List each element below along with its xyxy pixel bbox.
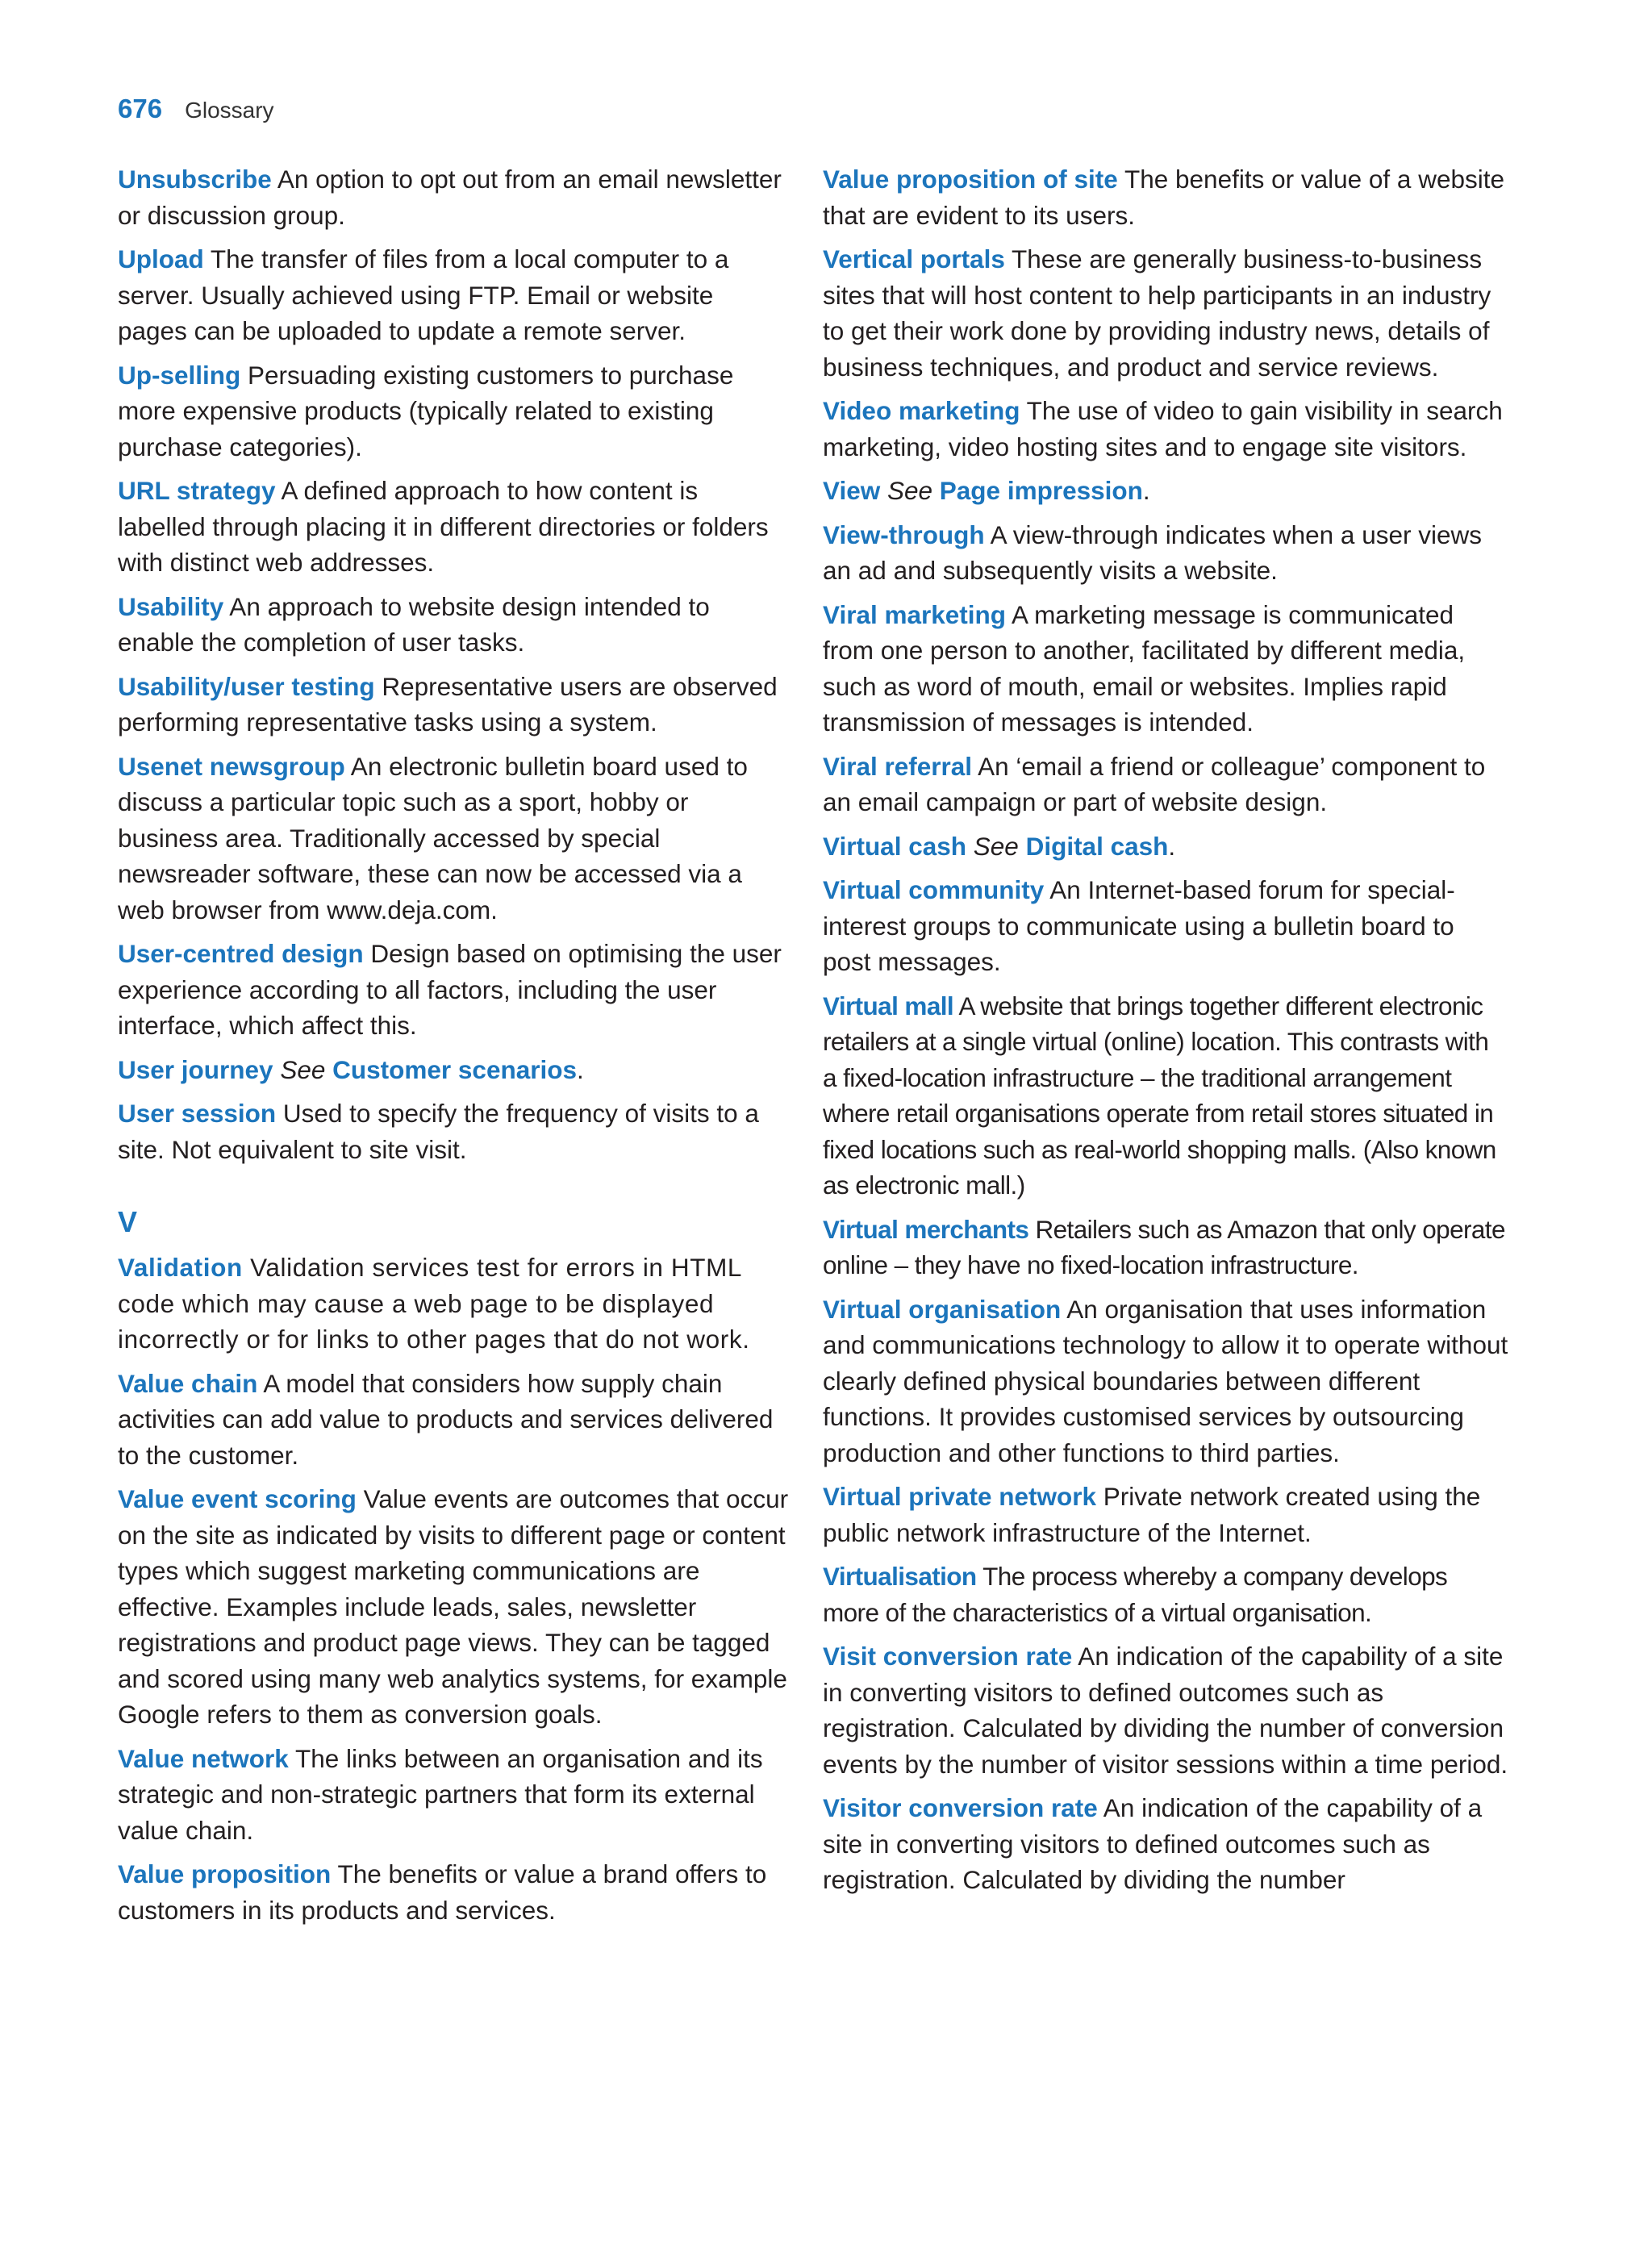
definition: The links between an organisation and its strategic and non-strategic partners that form its external value chain. xyxy=(118,1743,763,1845)
term: Upload xyxy=(118,244,204,273)
right-column xyxy=(823,161,1508,1906)
term: Viral marketing xyxy=(823,599,1007,629)
term: Video marketing xyxy=(823,396,1020,425)
definition: Used to specify the frequency of visits to a site. Not equivalent to site visit. xyxy=(118,1099,759,1164)
term: Value chain xyxy=(118,1368,258,1398)
definition: Private network created using the public network infrastructure of the Internet. xyxy=(823,1482,1481,1547)
term: Value proposition of site xyxy=(823,165,1118,194)
glossary-entry xyxy=(118,473,789,581)
definition: An indication of the capability of a site in converting visitors to defined outcomes such as registration. Calculated by dividing the number xyxy=(823,1793,1483,1894)
definition: An organisation that uses information and communications technology to allow it to operate without clearly defined physical boundaries between different functions. It provides customised services by outsourcing production and other functions to third parties. xyxy=(823,1294,1508,1467)
cross-reference: Customer scenarios xyxy=(332,1054,578,1084)
period: . xyxy=(1142,476,1150,505)
glossary-entry xyxy=(823,597,1508,741)
term: Virtual cash xyxy=(823,831,967,861)
glossary-entry xyxy=(823,517,1508,589)
glossary-entry xyxy=(118,1856,789,1928)
term: Virtual mall xyxy=(823,991,954,1020)
term: Virtualisation xyxy=(823,1562,977,1591)
term: Viral referral xyxy=(823,751,973,781)
definition: Design based on optimising the user experience according to all factors, including the user interface, which affect this. xyxy=(118,939,782,1040)
glossary-entry xyxy=(823,241,1508,385)
definition: Representative users are observed performing representative tasks using a system. xyxy=(118,671,778,737)
glossary-entry xyxy=(823,828,1508,865)
glossary-entry xyxy=(823,161,1508,233)
glossary-entry xyxy=(823,473,1508,509)
definition: The benefits or value of a website that are evident to its users. xyxy=(823,165,1505,230)
glossary-entry xyxy=(118,669,789,741)
definition: A model that considers how supply chain activities can add value to products and services delivered to the customer. xyxy=(118,1368,774,1470)
glossary-entry xyxy=(823,1638,1508,1782)
term: Usability/user testing xyxy=(118,671,375,701)
term: Virtual organisation xyxy=(823,1294,1062,1324)
term: Virtual private network xyxy=(823,1482,1097,1511)
glossary-entry xyxy=(118,1250,789,1358)
left-column xyxy=(118,161,789,1936)
term: Visitor conversion rate xyxy=(823,1793,1098,1822)
glossary-entry xyxy=(823,1790,1508,1898)
term: URL strategy xyxy=(118,476,276,505)
glossary-entry xyxy=(823,1292,1508,1471)
definition: An Internet-based forum for special-interest groups to communicate using a bulletin board to post messages. xyxy=(823,875,1455,976)
section-title: Glossary xyxy=(185,98,274,123)
definition: A view-through indicates when a user views an ad and subsequently visits a website. xyxy=(823,520,1482,585)
glossary-entry xyxy=(118,1741,789,1849)
glossary-entry xyxy=(118,589,789,661)
glossary-entry xyxy=(823,749,1508,820)
glossary-entry xyxy=(118,241,789,349)
term: Virtual community xyxy=(823,875,1045,904)
term: View xyxy=(823,476,881,505)
glossary-entry xyxy=(118,161,789,233)
definition: A website that brings together different electronic retailers at a single virtual (online) location. This contrasts with a fixed-location infrastructure – the traditional arrangement where retail organisations operate from retail stores situated in fixed locations such as real-world shopping malls. (Also known as electronic mall.) xyxy=(823,991,1496,1200)
term: Value network xyxy=(118,1743,289,1773)
glossary-entry xyxy=(118,357,789,465)
definition: An approach to website design intended to enable the completion of user tasks. xyxy=(118,591,710,657)
term: Vertical portals xyxy=(823,244,1005,273)
term: Visit conversion rate xyxy=(823,1642,1073,1671)
definition: The benefits or value a brand offers to customers in its products and services. xyxy=(118,1859,767,1925)
glossary-entry xyxy=(823,1212,1508,1283)
definition: Persuading existing customers to purchase more expensive products (typically related to existing purchase categories). xyxy=(118,360,734,461)
definition: A marketing message is communicated from one person to another, facilitated by different media, such as word of mouth, email or websites. Implies rapid transmission of messages is intended. xyxy=(823,599,1466,737)
glossary-entry xyxy=(118,1481,789,1733)
definition: Validation services test for errors in HTML code which may cause a web page to be displayed incorrectly or for links to other pages that do not work. xyxy=(118,1253,750,1354)
glossary-entry xyxy=(823,872,1508,980)
glossary-entry xyxy=(118,749,789,928)
definition: An indication of the capability of a site in converting visitors to defined outcomes such as registration. Calculated by dividing the number of conversion events by the number of visitor sessions within a time period. xyxy=(823,1642,1508,1779)
term: Validation xyxy=(118,1253,243,1282)
glossary-entry xyxy=(823,1479,1508,1550)
definition: A defined approach to how content is labelled through placing it in different directories or folders with distinct web addresses. xyxy=(118,476,769,577)
period: . xyxy=(577,1054,584,1084)
glossary-entry xyxy=(118,936,789,1044)
term: User session xyxy=(118,1099,277,1128)
definition: Retailers such as Amazon that only operate online – they have no fixed-location infrastructure. xyxy=(823,1214,1505,1279)
definition: An ‘email a friend or colleague’ component to an email campaign or part of website design. xyxy=(823,751,1486,816)
glossary-entry xyxy=(823,988,1508,1204)
glossary-entry xyxy=(118,1052,789,1088)
definition: The use of video to gain visibility in search marketing, video hosting sites and to engage site visitors. xyxy=(823,396,1503,461)
definition: The process whereby a company develops more of the characteristics of a virtual organisation. xyxy=(823,1562,1448,1627)
see-word: See xyxy=(273,1054,333,1084)
term: Value proposition xyxy=(118,1859,332,1888)
see-word: See xyxy=(880,476,940,505)
glossary-entry xyxy=(823,393,1508,465)
definition: An electronic bulletin board used to discuss a particular topic such as a sport, hobby or business area. Traditionally accessed by special newsreader software, these can now be accessed via a web browser from www.deja.com. xyxy=(118,751,748,924)
term: Usability xyxy=(118,591,224,621)
term: User-centred design xyxy=(118,939,364,968)
glossary-entry xyxy=(823,1559,1508,1630)
page-header xyxy=(118,94,274,129)
section-letter: V xyxy=(118,1205,138,1238)
period: . xyxy=(1168,831,1176,861)
definition: Value events are outcomes that occur on the site as indicated by visits to different page or content types which suggest marketing communications are effective. Examples include leads, sales, newsletter registrations and product page views. They can be tagged and scored using many web analytics systems, for example Google refers to them as conversion goals. xyxy=(118,1484,789,1729)
term: Value event scoring xyxy=(118,1484,357,1513)
glossary-entry xyxy=(118,1095,789,1167)
glossary-entry xyxy=(118,1366,789,1474)
term: User journey xyxy=(118,1054,273,1084)
term: Usenet newsgroup xyxy=(118,751,345,781)
definition: These are generally business-to-business sites that will host content to help participants in an industry to get their work done by providing industry news, details of business techniques, and product and service reviews. xyxy=(823,244,1491,382)
term: Unsubscribe xyxy=(118,165,272,194)
term: Virtual merchants xyxy=(823,1214,1029,1244)
cross-reference: Page impression xyxy=(939,476,1143,505)
page-number: 676 xyxy=(118,94,163,123)
term: View-through xyxy=(823,520,985,549)
definition: The transfer of files from a local computer to a server. Usually achieved using FTP. Email or website pages can be uploaded to update a remote server. xyxy=(118,244,729,345)
cross-reference: Digital cash xyxy=(1025,831,1169,861)
see-word: See xyxy=(966,831,1026,861)
term: Up-selling xyxy=(118,360,241,390)
definition: An option to opt out from an email newsletter or discussion group. xyxy=(118,165,782,230)
